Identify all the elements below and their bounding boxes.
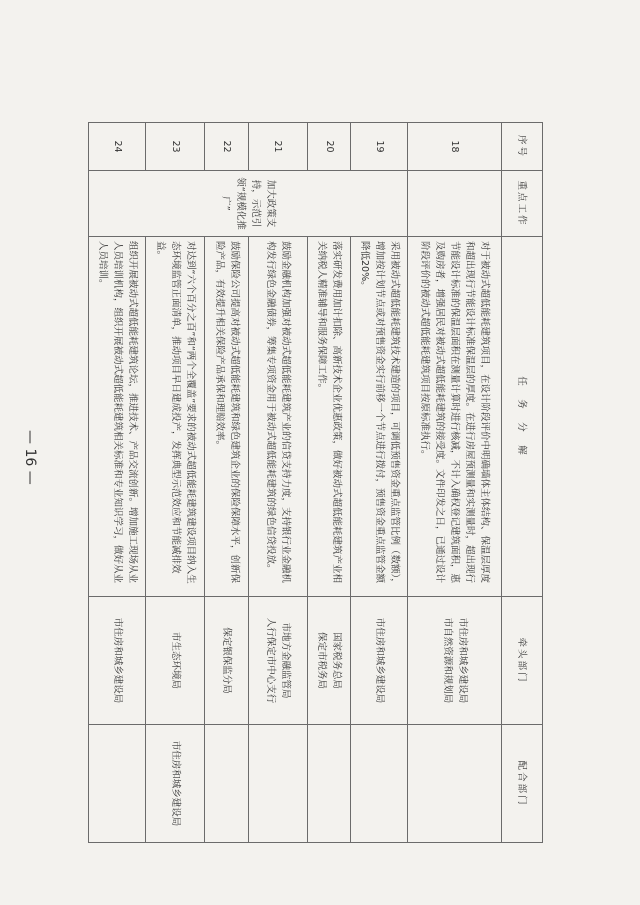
support-department-cell xyxy=(205,725,248,843)
key-work-cell xyxy=(408,171,502,237)
lead-department-cell: 国家税务总局 保定市税务局 xyxy=(308,597,351,725)
support-department-cell: 市住房和城乡建设局 xyxy=(146,725,205,843)
support-department-cell xyxy=(408,725,502,843)
header-task: 任 务 分 解 xyxy=(502,237,543,597)
lead-department-cell: 市生态环境局 xyxy=(146,597,205,725)
header-key-work: 重点工作 xyxy=(502,171,543,237)
task-cell: 落实研发费用加计扣除、高新技术企业优惠政策，做好被动式超低能耗建筑产业相关纳税人精准辅导和服务保障工作。 xyxy=(308,237,351,597)
row-number: 20 xyxy=(308,123,351,171)
lead-department-cell: 市住房和城乡建设局 xyxy=(89,597,146,725)
task-cell: 对于被动式超低能耗建筑项目，在设计阶段评价中明确墙体主体结构、保温层厚度和超出现行节能设计标准保温层的厚度。在进行房屋预测量和实测量时，超出现行节能设计标准的保温层面积在测量计算时进行核减，不计入确权登记建筑面积，惠及购房者，增强居民对被动式超低能耗建筑的接受度。文件印发之日，已通过设计阶段评价的被动式超低能耗建筑项目按原标准执行。 xyxy=(408,237,502,597)
task-cell: 组织开展被动式超低能耗建筑论坛，推进技术、产品交流创新。增加施工现场从业人员培训机构，组织开展被动式超低能耗建筑相关标准和专业知识学习，做好从业人员培训。 xyxy=(89,237,146,597)
row-number: 21 xyxy=(248,123,307,171)
lead-department-cell: 市住房和城乡建设局 市自然资源和规划局 xyxy=(408,597,502,725)
task-cell: 鼓励保险公司提高对被动式超低能耗建筑和绿色建筑企业的保险保障水平，创新保险产品，有效提升相关保险产品承保和理赔效率。 xyxy=(205,237,248,597)
row-number: 19 xyxy=(351,123,408,171)
table-header-row xyxy=(502,123,543,843)
task-table-rotated xyxy=(88,122,543,842)
lead-department-cell: 市住房和城乡建设局 xyxy=(351,597,408,725)
page-number: — 16 — xyxy=(22,430,38,485)
table-row xyxy=(351,123,408,843)
lead-department-cell: 市地方金融监管局 人行保定市中心支行 xyxy=(248,597,307,725)
task-cell: 对达到“六个百分之百”和“两个全覆盖”要求的被动式超低能耗建筑建设项目纳入生态环境监管正面清单，推动项目早日建成投产，发挥典型示范效应和节能减排效益。 xyxy=(146,237,205,597)
support-department-cell xyxy=(89,725,146,843)
task-table xyxy=(88,122,543,843)
support-department-cell xyxy=(351,725,408,843)
key-work-group: 加大政策支持，示范引领“规模化推广” xyxy=(89,171,408,237)
support-department-cell xyxy=(248,725,307,843)
header-support: 配合部门 xyxy=(502,725,543,843)
page-footer xyxy=(14,430,54,550)
support-department-cell xyxy=(308,725,351,843)
row-number: 23 xyxy=(146,123,205,171)
row-number: 18 xyxy=(408,123,502,171)
row-number: 24 xyxy=(89,123,146,171)
row-number: 22 xyxy=(205,123,248,171)
task-cell: 采用被动式超低能耗建筑技术建造的项目，可调低预售资金重点监管比例（数额），增加按计划节点或对预售资金实行前移一个节点进行拨付，预售资金重点监管金额降低20%。 xyxy=(351,237,408,597)
header-lead: 牵头部门 xyxy=(502,597,543,725)
table-row xyxy=(408,123,502,843)
task-cell: 鼓励金融机构加强对被动式超低能耗建筑产业的信贷支持力度，支持银行业金融机构发行绿色金融债券，筹集专项资金用于被动式超低能耗建筑的绿色信贷投放。 xyxy=(248,237,307,597)
header-no: 序号 xyxy=(502,123,543,171)
lead-department-cell: 保定银保监分局 xyxy=(205,597,248,725)
